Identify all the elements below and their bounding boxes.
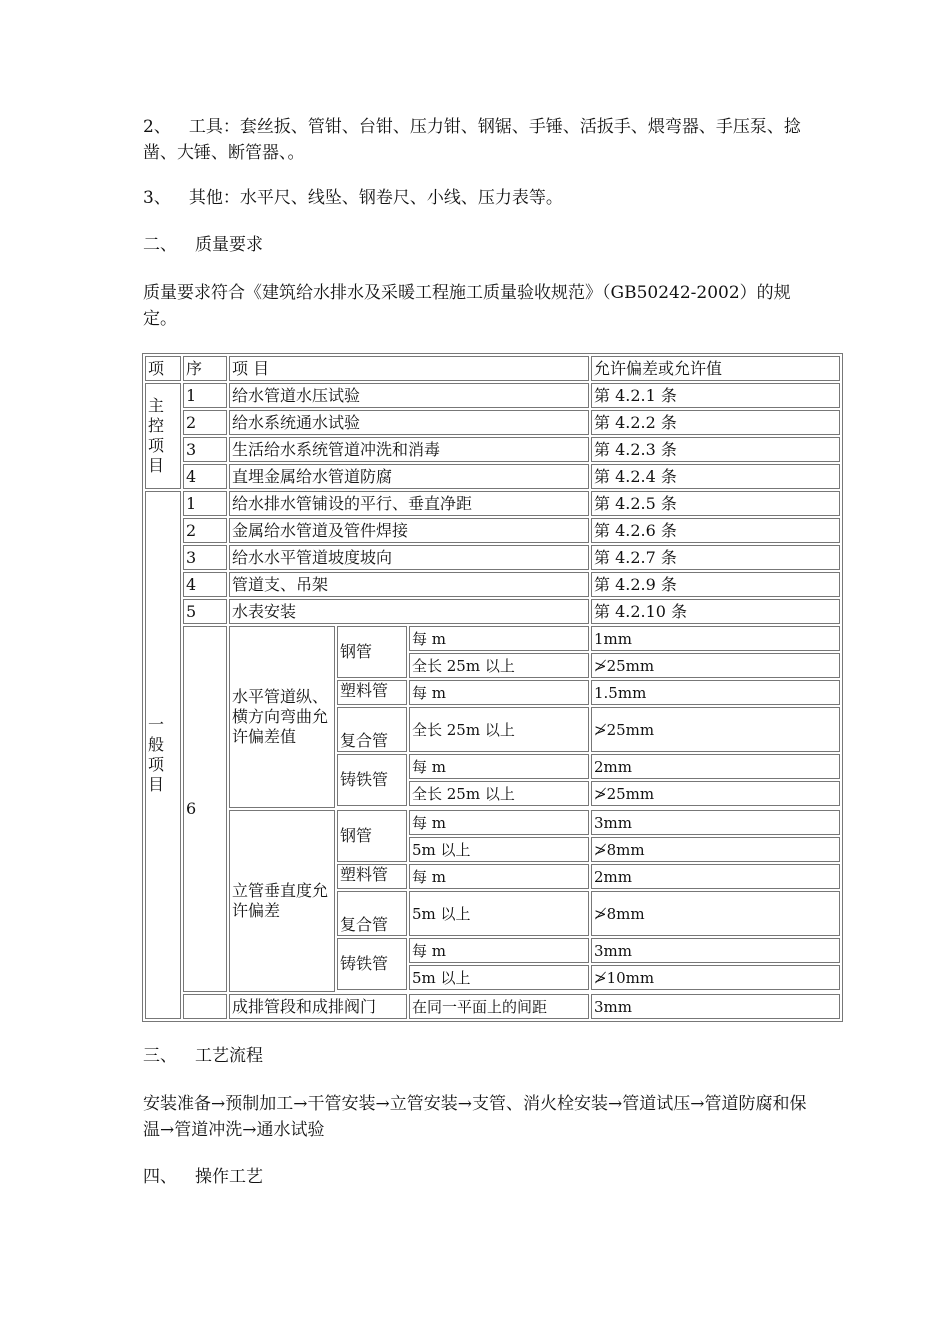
row-item: 直埋金属给水管道防腐 (229, 464, 589, 489)
row-item: 生活给水系统管道冲洗和消毒 (229, 437, 589, 462)
range-cell: 每 m (409, 754, 589, 779)
row-item: 水表安装 (229, 599, 589, 624)
table-row (145, 383, 840, 408)
range-cell: 5m 以上 (409, 837, 589, 862)
row-item: 管道支、吊架 (229, 572, 589, 597)
range-cell: 每 m (409, 626, 589, 651)
value-cell: ≯10mm (591, 965, 840, 990)
value-cell: ≯25mm (591, 707, 840, 752)
pipe-type: 塑料管 (337, 680, 407, 705)
other-text: 其他：水平尺、线坠、钢卷尺、小线、压力表等。 (188, 188, 563, 208)
pipe-type: 铸铁管 (337, 938, 407, 990)
table-row (145, 545, 840, 570)
range-cell: 全长 25m 以上 (409, 781, 589, 806)
row-number: 4 (183, 464, 227, 489)
table-row (145, 599, 840, 624)
row-value: 第 4.2.5 条 (591, 491, 840, 516)
value-cell: 1.5mm (591, 680, 840, 705)
table-row (145, 994, 840, 1019)
row-item: 给水排水管铺设的平行、垂直净距 (229, 491, 589, 516)
row-item: 成排管段和成排阀门 (229, 994, 407, 1019)
value-cell: ≯25mm (591, 653, 840, 678)
row-number: 5 (183, 599, 227, 624)
range-cell: 全长 25m 以上 (409, 653, 589, 678)
header-value: 允许偏差或允许值 (591, 356, 840, 381)
section-3-title: 工艺流程 (195, 1046, 263, 1066)
row-value: 第 4.2.9 条 (591, 572, 840, 597)
other-paragraph (143, 185, 823, 211)
row-value: 第 4.2.2 条 (591, 410, 840, 435)
range-cell: 每 m (409, 680, 589, 705)
row-number: 6 (183, 626, 227, 992)
pipe-type: 塑料管 (337, 864, 407, 889)
quality-table (142, 353, 843, 1022)
value-cell: 1mm (591, 626, 840, 651)
value-cell: 3mm (591, 810, 840, 835)
row-value: 第 4.2.10 条 (591, 599, 840, 624)
general-group-label: 一般项目 (145, 491, 181, 1019)
header-seq: 序 (183, 356, 227, 381)
table-row (145, 437, 840, 462)
main-group-label: 主控项目 (145, 383, 181, 489)
section-4-title: 操作工艺 (195, 1167, 263, 1187)
range-cell: 每 m (409, 938, 589, 963)
table-row (145, 518, 840, 543)
section-2-title: 质量要求 (195, 235, 263, 255)
range-cell: 每 m (409, 810, 589, 835)
section-4-heading (143, 1164, 823, 1190)
row-number: 2 (183, 518, 227, 543)
row-item: 给水水平管道坡度坡向 (229, 545, 589, 570)
value-cell: 2mm (591, 864, 840, 889)
row-number: 1 (183, 491, 227, 516)
row-item: 给水系统通水试验 (229, 410, 589, 435)
row-value: 第 4.2.6 条 (591, 518, 840, 543)
value-cell: 3mm (591, 938, 840, 963)
tools-paragraph (143, 114, 823, 166)
range-cell: 5m 以上 (409, 891, 589, 936)
table-row (145, 491, 840, 516)
section-4-number: 四、 (143, 1167, 177, 1187)
row-value: 第 4.2.4 条 (591, 464, 840, 489)
pipe-type: 钢管 (337, 626, 407, 678)
pipe-type: 复合管 (337, 891, 407, 936)
header-category: 项 (145, 356, 181, 381)
tools-text: 工具：套丝扳、管钳、台钳、压力钳、钢锯、手锤、活扳手、煨弯器、手压泵、捻凿、大锤、断管器、。 (143, 117, 801, 163)
row-number: 1 (183, 383, 227, 408)
value-cell: 3mm (591, 994, 840, 1019)
section-3-heading (143, 1043, 823, 1069)
row-number: 3 (183, 545, 227, 570)
value-cell: ≯25mm (591, 781, 840, 806)
vertical-deviation-label: 立管垂直度允许偏差 (229, 810, 335, 992)
table-header-row (145, 356, 840, 381)
range-cell: 每 m (409, 864, 589, 889)
tools-number: 2、 (143, 117, 171, 137)
row-number: 4 (183, 572, 227, 597)
row-number: 3 (183, 437, 227, 462)
pipe-type: 钢管 (337, 810, 407, 862)
table-row (145, 626, 840, 651)
section-2-number: 二、 (143, 235, 177, 255)
quality-description: 质量要求符合《建筑给水排水及采暖工程施工质量验收规范》（GB50242-2002）的规定。 (143, 283, 791, 329)
range-cell: 在同一平面上的间距 (409, 994, 589, 1019)
process-flow: 安装准备→预制加工→干管安装→立管安装→支管、消火栓安装→管道试压→管道防腐和保温→管道冲洗→通水试验 (143, 1094, 807, 1140)
row-number (183, 994, 227, 1019)
value-cell: 2mm (591, 754, 840, 779)
table-row (145, 410, 840, 435)
other-number: 3、 (143, 188, 171, 208)
table-row (145, 810, 840, 835)
row-value: 第 4.2.7 条 (591, 545, 840, 570)
range-cell: 全长 25m 以上 (409, 707, 589, 752)
row-item: 给水管道水压试验 (229, 383, 589, 408)
table-row (145, 464, 840, 489)
row-value: 第 4.2.1 条 (591, 383, 840, 408)
value-cell: ≯8mm (591, 891, 840, 936)
row-value: 第 4.2.3 条 (591, 437, 840, 462)
header-item: 项 目 (229, 356, 589, 381)
pipe-type: 复合管 (337, 707, 407, 752)
horizontal-deviation-label: 水平管道纵、横方向弯曲允许偏差值 (229, 626, 335, 808)
range-cell: 5m 以上 (409, 965, 589, 990)
pipe-type: 铸铁管 (337, 754, 407, 806)
row-item: 金属给水管道及管件焊接 (229, 518, 589, 543)
value-cell: ≯8mm (591, 837, 840, 862)
section-3-number: 三、 (143, 1046, 177, 1066)
row-number: 2 (183, 410, 227, 435)
section-2-heading (143, 232, 823, 258)
table-row (145, 572, 840, 597)
